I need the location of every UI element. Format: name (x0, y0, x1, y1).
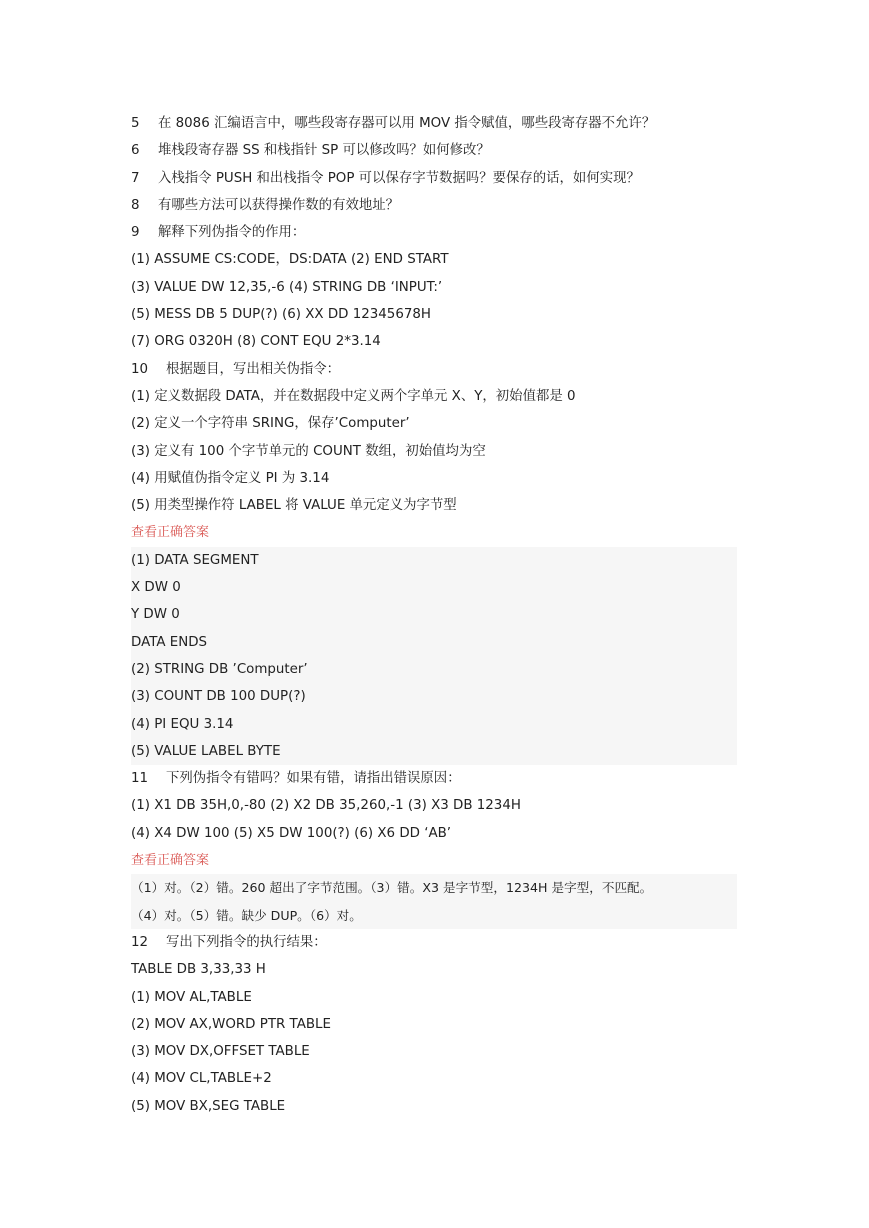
q12-item-line: TABLE DB 3,33,33 H (131, 962, 266, 978)
q9-item-line: (7) ORG 0320H (8) CONT EQU 2*3.14 (131, 334, 381, 350)
q11-item-line: (4) X4 DW 100 (5) X5 DW 100(?) (6) X6 DD ‘AB’ (131, 825, 452, 841)
q12-item-line: (1) MOV AL,TABLE (131, 989, 252, 1005)
question-number: 11 (131, 771, 149, 787)
answer-line: X DW 0 (131, 580, 181, 596)
q10-item-line: (3) 定义有 100 个字节单元的 COUNT 数组，初始值均为空 (131, 443, 486, 459)
q9-item-line: (3) VALUE DW 12,35,-6 (4) STRING DB ‘INPUT:’ (131, 279, 443, 295)
view-answer-link-q10[interactable]: 查看正确答案 (131, 525, 210, 541)
question-12 (131, 929, 737, 956)
question-text: 下列伪指令有错吗？如果有错，请指出错误原因： (166, 771, 461, 787)
question-text: 写出下列指令的执行结果： (166, 934, 327, 950)
question-11 (131, 765, 737, 792)
question-number: 7 (131, 170, 140, 186)
answer-box-q10 (131, 547, 737, 765)
document-page (131, 110, 737, 1120)
question-text: 有哪些方法可以获得操作数的有效地址？ (158, 197, 400, 213)
question-text: 在 8086 汇编语言中，哪些段寄存器可以用 MOV 指令赋值，哪些段寄存器不允许？ (158, 116, 656, 131)
answer-line: DATA ENDS (131, 634, 208, 650)
question-text: 入栈指令 PUSH 和出栈指令 POP 可以保存字节数据吗？要保存的话，如何实现？ (158, 170, 640, 186)
q10-item-line: (5) 用类型操作符 LABEL 将 VALUE 单元定义为字节型 (131, 498, 457, 514)
q12-item-line: (4) MOV CL,TABLE+2 (131, 1071, 272, 1087)
question-number: 8 (131, 197, 140, 213)
q12-item-line: (3) MOV DX,OFFSET TABLE (131, 1044, 310, 1060)
view-answer-link-q11[interactable]: 查看正确答案 (131, 853, 210, 869)
answer-line: （1）对。（2）错。260 超出了字节范围。（3）错。X3 是字节型，1234H 是字型，不匹配。 (131, 880, 653, 896)
question-text: 堆栈段寄存器 SS 和栈指针 SP 可以修改吗？如何修改？ (158, 143, 490, 159)
answer-line: Y DW 0 (131, 607, 180, 623)
answer-line: (5) VALUE LABEL BYTE (131, 743, 281, 759)
q12-item-line: (2) MOV AX,WORD PTR TABLE (131, 1016, 331, 1032)
q10-item-line: (4) 用赋值伪指令定义 PI 为 3.14 (131, 470, 330, 486)
answer-box-q11 (131, 874, 737, 929)
q10-item-line: (2) 定义一个字符串 SRING，保存’Computer’ (131, 416, 410, 432)
q9-item-line: (5) MESS DB 5 DUP(?) (6) XX DD 12345678H (131, 307, 431, 323)
question-7 (131, 165, 737, 192)
question-number: 12 (131, 934, 149, 950)
question-number: 6 (131, 143, 140, 159)
question-8 (131, 192, 737, 219)
q9-item-line: (1) ASSUME CS:CODE，DS:DATA (2) END START (131, 252, 449, 268)
q10-item-line: (1) 定义数据段 DATA，并在数据段中定义两个字单元 X、Y，初始值都是 0 (131, 388, 576, 404)
answer-line: (4) PI EQU 3.14 (131, 716, 234, 732)
question-number: 10 (131, 361, 149, 377)
question-10 (131, 356, 737, 383)
answer-line: （4）对。（5）错。缺少 DUP。（6）对。 (131, 907, 362, 923)
question-9 (131, 219, 737, 246)
question-number: 9 (131, 225, 140, 241)
question-number: 5 (131, 116, 140, 131)
question-text: 根据题目，写出相关伪指令： (166, 361, 341, 377)
question-text: 解释下列伪指令的作用： (158, 225, 306, 241)
answer-line: (2) STRING DB ’Computer’ (131, 661, 308, 677)
question-6 (131, 137, 737, 164)
question-5 (131, 110, 737, 137)
q11-item-line: (1) X1 DB 35H,0,-80 (2) X2 DB 35,260,-1 (3) X3 DB 1234H (131, 798, 521, 814)
answer-line: (3) COUNT DB 100 DUP(?) (131, 689, 306, 705)
answer-line: (1) DATA SEGMENT (131, 552, 259, 568)
q12-item-line: (5) MOV BX,SEG TABLE (131, 1098, 286, 1114)
